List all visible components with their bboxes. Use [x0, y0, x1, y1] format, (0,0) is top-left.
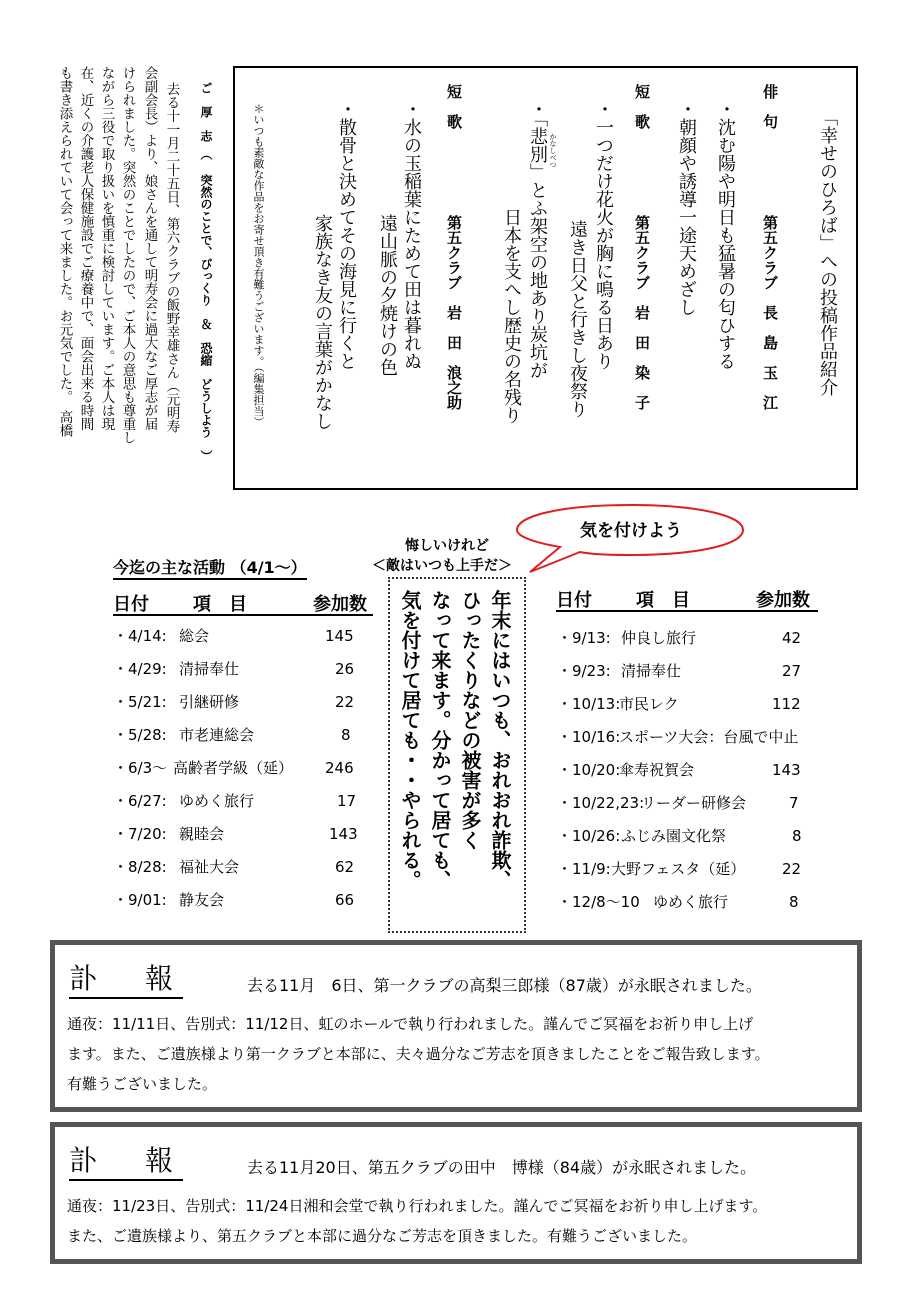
- activity-item: 引継研修: [179, 693, 240, 711]
- activity-count: 8: [789, 893, 799, 911]
- col-count-label: 参加数: [756, 590, 810, 611]
- tanka1-line-2a: ・「悲別」とふ架空の地あり炭坑が: [527, 100, 548, 379]
- warning-line-1: 年末にはいつも、おれおれ詐欺、: [488, 590, 512, 890]
- speech-bubble: [510, 500, 750, 590]
- activity-date: ・10/22,23:: [557, 794, 645, 812]
- activity-count: 7: [789, 794, 799, 812]
- speech-bubble-text: 気を付けよう: [580, 521, 682, 541]
- activity-date: ・12/8～10: [557, 893, 640, 911]
- activity-count: 22: [782, 860, 802, 878]
- donation-line-3: けられました。突然のことでしたので、ご本人の意思も尊重し: [119, 66, 136, 444]
- activity-item: ゆめく旅行: [653, 893, 729, 911]
- activity-item: 福祉大会: [179, 858, 240, 876]
- list-item: [113, 818, 373, 851]
- notice-title: 訃 報: [69, 1139, 183, 1181]
- tanka2-label: 短 歌: [445, 84, 463, 129]
- activity-count: 143: [772, 761, 801, 779]
- obituary-notice-2: [50, 1122, 862, 1264]
- activity-count: 22: [335, 693, 355, 711]
- notice-line: 有難うございました。: [67, 1075, 218, 1093]
- tanka2-line-1a: ・水の玉稲葉にためて田は暮れぬ: [401, 100, 422, 370]
- list-item: [113, 785, 373, 818]
- warning-caption-2: ＜敵はいつも上手だ＞: [372, 558, 512, 574]
- activity-item: ゆめく旅行: [179, 792, 255, 810]
- list-item: [113, 884, 373, 917]
- list-item: [113, 653, 373, 686]
- tanka1-line-1b: 遠き日父と行きし夜祭り: [567, 220, 588, 418]
- col-date-label: 日付: [113, 594, 149, 615]
- activity-item: 市民レク: [619, 695, 679, 713]
- activity-count: 112: [772, 695, 801, 713]
- activity-date: ・9/13:: [557, 629, 611, 647]
- notice-line: また、ご遺族様より、第五クラブと本部に過分なご芳志を頂きました。有難うございました。: [67, 1227, 698, 1245]
- list-item: [557, 886, 837, 919]
- activity-date: ・4/14:: [113, 627, 167, 645]
- left-activity-list: [113, 620, 373, 917]
- notice-line: ます。また、ご遺族様より第一クラブと本部に、夫々過分なご芳志を頂きましたことをご報告致します。: [67, 1045, 770, 1063]
- list-item: [557, 853, 837, 886]
- list-item: [113, 851, 373, 884]
- activity-date: ・10/13:: [557, 695, 621, 713]
- haiku-line-2: ・朝顔や誘導一途天めざし: [676, 100, 697, 316]
- col-item-label: 項 目: [636, 590, 690, 611]
- haiku-author: 第五クラブ 長 島 玉 江: [761, 215, 779, 410]
- activity-item: ふじみ園文化祭: [621, 827, 727, 845]
- donation-line-1: 去る十一月二十五日、第六クラブの飯野幸雄さん（元明寿: [163, 82, 180, 433]
- tanka1-ruby: かなしべつ: [549, 133, 557, 168]
- list-item: [557, 721, 837, 754]
- tanka1-line-2b: 日本を支へし歴史の名残り: [501, 208, 522, 424]
- activity-item: 総会: [179, 627, 210, 645]
- list-item: [113, 752, 373, 785]
- activity-date: ・8/28:: [113, 858, 167, 876]
- activity-date: ・7/20:: [113, 825, 167, 843]
- right-table-header: [556, 586, 818, 612]
- activity-date: ・6/3～: [113, 759, 168, 777]
- tanka2-line-2a: ・散骨と決めてその海見に行くと: [336, 100, 357, 370]
- activity-count: 8: [792, 827, 802, 845]
- activity-date: ・10/20:: [557, 761, 621, 779]
- activity-item: 市老連総会: [179, 726, 255, 744]
- donation-line-5: 在、近くの介護老人保健施設でご療養中で、面会出来る時間: [77, 66, 94, 431]
- activity-item: リーダー研修会: [641, 794, 747, 812]
- activity-count: 143: [329, 825, 358, 843]
- activity-item: 仲良し旅行: [621, 629, 697, 647]
- activity-date: ・4/29:: [113, 660, 167, 678]
- tanka2-line-1b: 遠山脈の夕焼けの色: [377, 214, 398, 376]
- notice-body: [67, 1009, 770, 1099]
- notice-body: [67, 1191, 767, 1251]
- donation-line-2: 会副会長）より、娘さんを通して明寿会に過大なご厚志が届: [141, 66, 158, 431]
- tanka1-author: 第五クラブ 岩 田 染 子: [633, 215, 651, 410]
- col-date-label: 日付: [556, 590, 592, 611]
- activity-item: 親睦会: [179, 825, 225, 843]
- activity-count: 145: [325, 627, 354, 645]
- col-count-label: 参加数: [313, 594, 367, 615]
- tanka1-line-1a: ・一つだけ花火が胸に鳴る日あり: [593, 100, 614, 370]
- haiku-line-1: ・沈む陽や明日も猛暑の匂ひする: [715, 100, 736, 370]
- activity-item: 高齢者学級（延）: [173, 759, 294, 777]
- activity-count: 42: [782, 629, 802, 647]
- activities-title: 今迄の主な活動 （4/1～）: [113, 555, 307, 580]
- activity-date: ・6/27:: [113, 792, 167, 810]
- notice-headline: 去る11月20日、第五クラブの田中 博様（84歳）が永眠されました。: [247, 1158, 757, 1177]
- activity-count: 66: [335, 891, 355, 909]
- activity-count: 26: [335, 660, 355, 678]
- warning-line-4: 気を付けて居ても・・やられる。: [398, 590, 422, 890]
- activity-date: ・5/28:: [113, 726, 167, 744]
- activity-count: 27: [782, 662, 802, 680]
- warning-line-3: なって来ます。分かって居ても、: [428, 590, 452, 890]
- left-table-header: [113, 590, 373, 616]
- activity-count: 62: [335, 858, 355, 876]
- donation-line-6: も書き添えられていて会って来ました。お元気でした。 高橋: [56, 66, 73, 438]
- list-item: [557, 688, 837, 721]
- list-item: [557, 787, 837, 820]
- activity-date: ・9/23:: [557, 662, 611, 680]
- poem-box-title: 「幸せのひろば」への投稿作品紹介: [817, 108, 838, 396]
- editor-note: ＊いつも素敵な作品をお寄せ頂き有難うございます。（編集担当）: [252, 103, 265, 428]
- right-activity-list: [557, 622, 837, 919]
- activity-count: 246: [325, 759, 354, 777]
- activity-count: 17: [337, 792, 357, 810]
- activity-item: スポーツ大会：台風で中止: [619, 728, 799, 746]
- donation-heading: ご 厚 志 （ 突然のことで、びっくり ＆ 恐縮 どうしよう ）: [199, 82, 213, 462]
- haiku-label: 俳 句: [761, 84, 779, 129]
- notice-line: 通夜：11/23日、告別式：11/24日湘和会堂で執り行われました。謹んでご冥福をお祈り申し上げます。: [67, 1197, 768, 1215]
- activity-date: ・10/26:: [557, 827, 621, 845]
- warning-line-2: ひったくりなどの被害が多く: [458, 590, 482, 850]
- activity-item: 清掃奉仕: [179, 660, 240, 678]
- list-item: [113, 719, 373, 752]
- list-item: [557, 820, 837, 853]
- list-item: [557, 754, 837, 787]
- activity-count: 8: [341, 726, 351, 744]
- list-item: [557, 622, 837, 655]
- activity-date: ・5/21:: [113, 693, 167, 711]
- notice-title: 訃 報: [69, 957, 183, 999]
- obituary-notice-1: [50, 940, 862, 1112]
- tanka1-label: 短 歌: [633, 84, 651, 129]
- warning-caption-1: 悔しいけれど: [405, 538, 489, 554]
- activity-date: ・11/9:: [557, 860, 611, 878]
- notice-line: 通夜：11/11日、告別式：11/12日、虹のホールで執り行われました。謹んでご冥福をお祈り申し上げ: [67, 1015, 754, 1033]
- list-item: [557, 655, 837, 688]
- list-item: [113, 686, 373, 719]
- activity-item: 清掃奉仕: [621, 662, 682, 680]
- tanka2-line-2b: 家族なき友の言葉がかなし: [312, 214, 333, 430]
- activity-item: 傘寿祝賀会: [619, 761, 695, 779]
- activity-item: 静友会: [179, 891, 225, 909]
- activity-date: ・10/16:: [557, 728, 621, 746]
- tanka2-author: 第五クラブ 岩 田 浪之助: [445, 215, 463, 410]
- list-item: [113, 620, 373, 653]
- donation-line-4: ながら三役で取り扱いを慎重に検討しています。ご本人は現: [98, 66, 115, 431]
- notice-headline: 去る11月 6日、第一クラブの高梨三郎様（87歳）が永眠されました。: [247, 976, 762, 995]
- activity-item: 大野フェスタ（延）: [611, 860, 746, 878]
- col-item-label: 項 目: [193, 594, 247, 615]
- activity-date: ・9/01:: [113, 891, 167, 909]
